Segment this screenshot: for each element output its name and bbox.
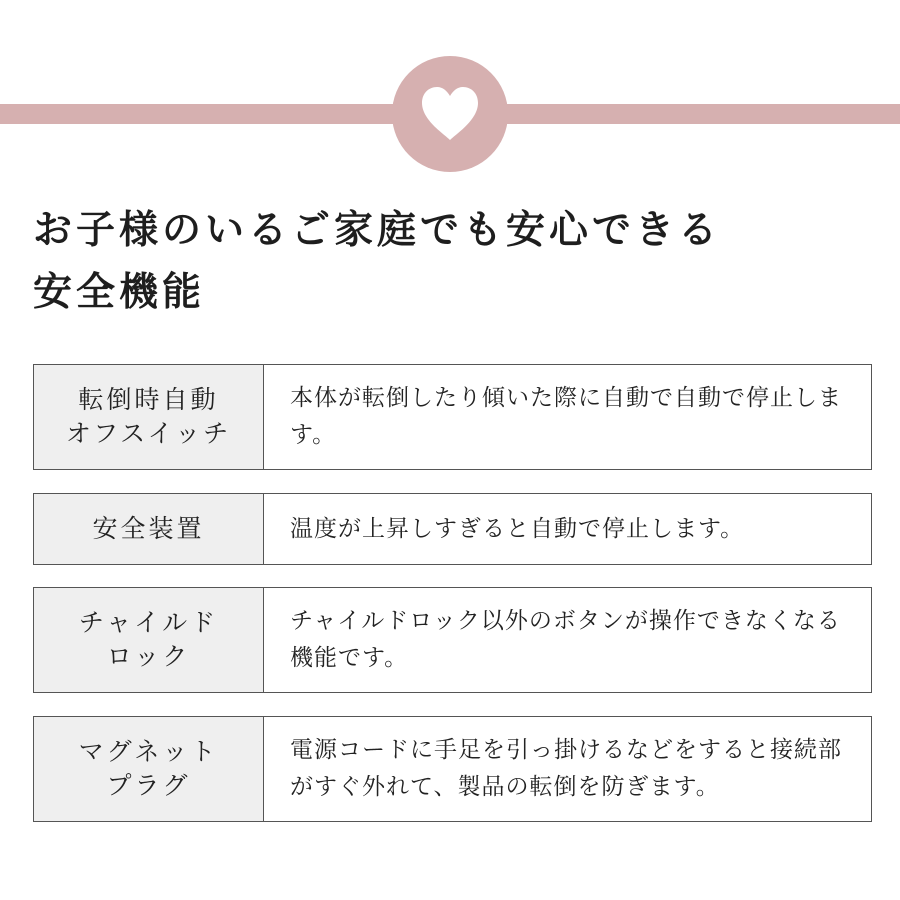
title-line-2: 安全機能 [33, 270, 206, 315]
feature-label-line: ロック [106, 642, 191, 671]
feature-label [34, 365, 264, 469]
page-title [33, 200, 873, 324]
feature-row-child-lock [33, 587, 872, 693]
feature-label-line: チャイルド [78, 608, 219, 637]
title-line-1: お子様のいるご家庭でも安心できる [33, 208, 722, 253]
feature-label [34, 717, 264, 821]
feature-description [264, 588, 871, 692]
feature-label-line: 安全装置 [92, 514, 205, 543]
heart-badge [392, 56, 508, 172]
heart-icon [418, 84, 482, 144]
feature-label-line: プラグ [106, 771, 191, 800]
feature-description-text: 電源コードに手足を引っ掛けるなどをすると接続部がすぐ外れて、製品の転倒を防ぎます。 [290, 737, 842, 800]
feature-description [264, 494, 871, 564]
feature-label-line: 転倒時自動 [78, 385, 219, 414]
feature-label [34, 588, 264, 692]
feature-description-text: 本体が転倒したり傾いた際に自動で自動で停止します。 [290, 385, 842, 448]
feature-description [264, 717, 871, 821]
feature-description-text: 温度が上昇しすぎると自動で停止します。 [290, 515, 745, 542]
feature-row-magnet-plug [33, 716, 872, 822]
feature-description-text: チャイルドロック以外のボタンが操作できなくなる機能です。 [290, 608, 841, 671]
feature-label-line: オフスイッチ [65, 419, 232, 448]
feature-row-tip-over-switch [33, 364, 872, 470]
feature-label [34, 494, 264, 564]
feature-row-safety-device [33, 493, 872, 565]
feature-description [264, 365, 871, 469]
feature-label-line: マグネット [78, 737, 219, 766]
